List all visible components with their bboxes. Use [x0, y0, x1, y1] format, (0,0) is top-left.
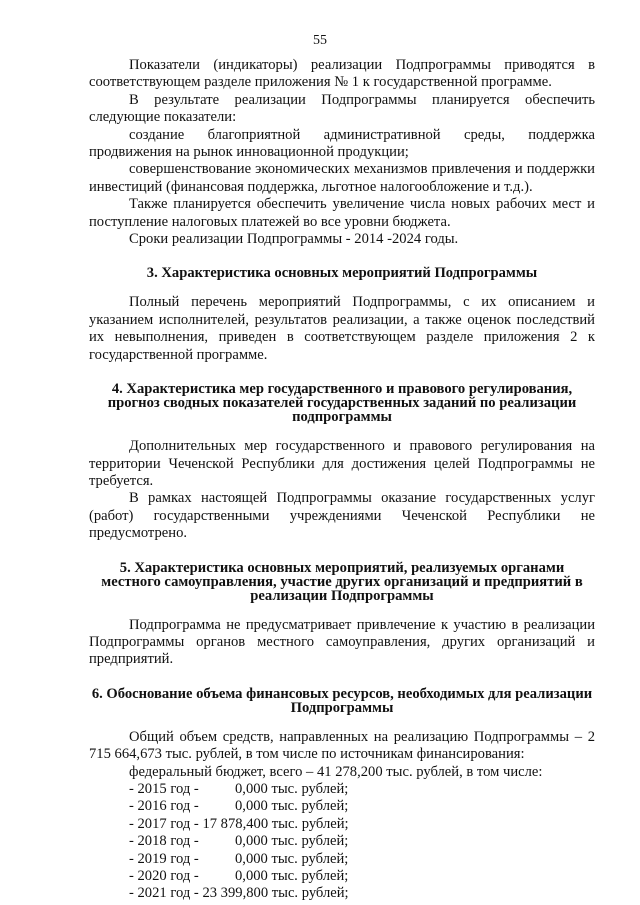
funding-year-row	[89, 816, 595, 833]
funding-year-row	[89, 885, 595, 902]
funding-year-row	[89, 781, 595, 798]
year-value: 17 878,400 тыс. рублей;	[202, 815, 349, 832]
year-value: 0,000 тыс. рублей;	[235, 780, 349, 797]
section-5-heading: 5. Характеристика основных мероприятий, реализуемых органами местного самоуправления, участие других организаций и предприятий в реализации Подпрограммы	[101, 559, 583, 604]
year-label: - 2019 год -	[129, 850, 199, 867]
funding-year-row	[89, 798, 595, 815]
year-value: 0,000 тыс. рублей;	[235, 798, 349, 815]
year-label: - 2016 год -	[129, 798, 199, 815]
year-label: - 2020 год -	[129, 868, 199, 884]
paragraph: В результате реализации Подпрограммы планируется обеспечить следующие показатели:	[89, 91, 595, 126]
section-6-text-2: федеральный бюджет, всего – 41 278,200 тыс. рублей, в том числе:	[129, 763, 543, 780]
funding-year-row	[89, 868, 595, 885]
paragraph: совершенствование экономических механизмов привлечения и поддержки инвестиций (финансовая поддержка, льготное налогообложение и т.д.).	[89, 161, 595, 195]
page-number: 55	[313, 33, 327, 48]
section-4-text-1: Дополнительных мер государственного и правового регулирования на территории Чеченской Республики для достижения целей Подпрограммы не требуется.	[89, 438, 595, 489]
year-value: 23 399,800 тыс. рублей;	[202, 885, 349, 902]
funding-year-row	[89, 833, 595, 850]
section-6-text-1: Общий объем средств, направленных на реализацию Подпрограммы – 2 715 664,673 тыс. рублей, в том числе по источникам финансирования:	[89, 728, 595, 763]
funding-year-row	[89, 851, 595, 868]
section-4-heading: 4. Характеристика мер государственного и правового регулирования, прогноз сводных показателей государственных заданий по реализации подпрограммы	[107, 381, 577, 426]
paragraph: создание благоприятной административной среды, поддержка продвижения на рынок инновационной продукции;	[89, 126, 595, 161]
section-6-heading: 6. Обоснование объема финансовых ресурсов, необходимых для реализации Подпрограммы	[91, 685, 593, 716]
section-4-text-2: В рамках настоящей Подпрограммы оказание государственных услуг (работ) государственными учреждениями Чеченской Республики не предусмотрено.	[89, 490, 595, 542]
year-label: - 2021 год -	[129, 885, 199, 902]
year-value: 0,000 тыс. рублей;	[235, 868, 349, 884]
paragraph: Показатели (индикаторы) реализации Подпрограммы приводятся в соответствующем разделе приложения № 1 к государственной программе.	[89, 57, 595, 91]
year-label: - 2018 год -	[129, 833, 199, 850]
paragraph: Сроки реализации Подпрограммы - 2014 -2024 годы.	[129, 231, 459, 248]
section-3-heading: 3. Характеристика основных мероприятий Подпрограммы	[146, 265, 538, 282]
section-5-text: Подпрограмма не предусматривает привлечение к участию в реализации Подпрограммы органов местного самоуправления, других организаций и предприятий.	[89, 616, 595, 668]
year-value: 0,000 тыс. рублей;	[235, 850, 349, 867]
year-label: - 2017 год -	[129, 815, 199, 832]
page-content	[89, 57, 595, 903]
section-3-text: Полный перечень мероприятий Подпрограммы, с их описанием и указанием исполнителей, результатов реализации, а также оценок последствий их невыполнения, приведен в соответствующем разделе приложения 2 к государственной программе.	[89, 294, 595, 363]
year-value: 0,000 тыс. рублей;	[235, 833, 349, 850]
paragraph: Также планируется обеспечить увеличение числа новых рабочих мест и поступление налоговых платежей во все уровни бюджета.	[89, 196, 595, 230]
year-label: - 2015 год -	[129, 780, 199, 797]
